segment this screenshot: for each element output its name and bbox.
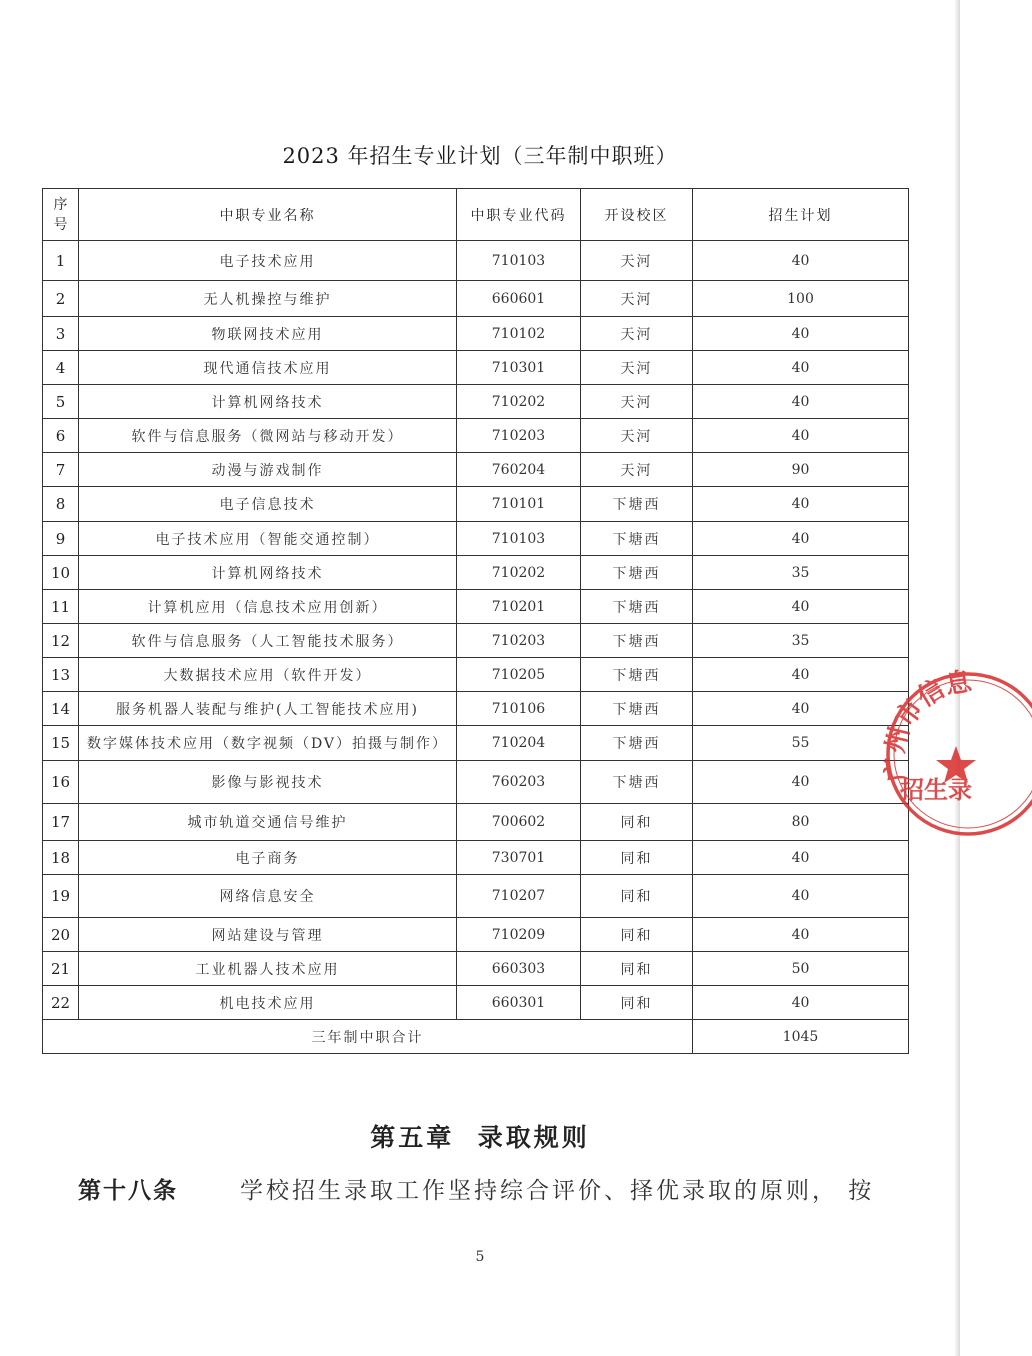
row-plan: 35	[693, 556, 909, 590]
row-campus: 同和	[581, 918, 693, 952]
row-campus: 天河	[581, 351, 693, 385]
row-seq: 17	[43, 804, 79, 841]
row-major-code: 760204	[457, 453, 581, 487]
stamp-text-top: 广州市信息	[879, 666, 974, 785]
page-number: 5	[475, 1249, 485, 1265]
row-major-name: 数字媒体技术应用（数字视频（DV）拍摄与制作）	[79, 726, 457, 761]
row-campus: 下塘西	[581, 726, 693, 761]
row-major-code: 710102	[457, 317, 581, 351]
row-major-name: 软件与信息服务（人工智能技术服务）	[79, 624, 457, 658]
header-plan: 招生计划	[693, 189, 909, 241]
table-row	[43, 918, 909, 952]
row-campus: 下塘西	[581, 556, 693, 590]
row-campus: 天河	[581, 281, 693, 317]
total-row	[43, 1020, 909, 1054]
row-major-name: 电子技术应用	[79, 241, 457, 281]
row-major-name: 机电技术应用	[79, 986, 457, 1020]
row-seq: 11	[43, 590, 79, 624]
row-plan: 40	[693, 385, 909, 419]
table-row	[43, 952, 909, 986]
row-major-name: 软件与信息服务（微网站与移动开发）	[79, 419, 457, 453]
header-major-code: 中职专业代码	[457, 189, 581, 241]
row-seq: 2	[43, 281, 79, 317]
row-major-code: 710204	[457, 726, 581, 761]
row-major-code: 710201	[457, 590, 581, 624]
row-campus: 下塘西	[581, 624, 693, 658]
row-major-code: 710207	[457, 875, 581, 918]
row-major-code: 710101	[457, 487, 581, 522]
table-row	[43, 453, 909, 487]
row-plan: 40	[693, 241, 909, 281]
row-campus: 下塘西	[581, 487, 693, 522]
row-campus: 同和	[581, 952, 693, 986]
row-seq: 3	[43, 317, 79, 351]
row-plan: 40	[693, 317, 909, 351]
table-row	[43, 590, 909, 624]
row-major-code: 710203	[457, 419, 581, 453]
article-text: 学校招生录取工作坚持综合评价、择优录取的原则， 按	[240, 1178, 875, 1204]
row-major-name: 无人机操控与维护	[79, 281, 457, 317]
row-plan: 40	[693, 918, 909, 952]
row-plan: 40	[693, 590, 909, 624]
row-plan: 100	[693, 281, 909, 317]
header-campus: 开设校区	[581, 189, 693, 241]
row-plan: 80	[693, 804, 909, 841]
row-plan: 90	[693, 453, 909, 487]
row-major-name: 大数据技术应用（软件开发）	[79, 658, 457, 692]
row-campus: 同和	[581, 875, 693, 918]
total-label: 三年制中职合计	[43, 1020, 693, 1054]
row-seq: 13	[43, 658, 79, 692]
table-row	[43, 419, 909, 453]
row-campus: 天河	[581, 419, 693, 453]
table-row	[43, 804, 909, 841]
row-plan: 40	[693, 658, 909, 692]
row-major-name: 现代通信技术应用	[79, 351, 457, 385]
row-major-code: 700602	[457, 804, 581, 841]
row-seq: 19	[43, 875, 79, 918]
row-seq: 15	[43, 726, 79, 761]
row-plan: 40	[693, 761, 909, 804]
table-row	[43, 351, 909, 385]
row-major-code: 710209	[457, 918, 581, 952]
total-value: 1045	[693, 1020, 909, 1054]
row-seq: 6	[43, 419, 79, 453]
table-row	[43, 658, 909, 692]
row-major-code: 710301	[457, 351, 581, 385]
row-seq: 14	[43, 692, 79, 726]
row-campus: 同和	[581, 804, 693, 841]
row-seq: 1	[43, 241, 79, 281]
row-plan: 35	[693, 624, 909, 658]
row-campus: 天河	[581, 241, 693, 281]
row-plan: 40	[693, 419, 909, 453]
row-campus: 同和	[581, 986, 693, 1020]
row-plan: 40	[693, 841, 909, 875]
row-major-name: 服务机器人装配与维护(人工智能技术应用)	[79, 692, 457, 726]
row-seq: 9	[43, 522, 79, 556]
row-major-name: 工业机器人技术应用	[79, 952, 457, 986]
row-campus: 下塘西	[581, 761, 693, 804]
row-major-name: 物联网技术应用	[79, 317, 457, 351]
table-row	[43, 841, 909, 875]
row-plan: 40	[693, 692, 909, 726]
row-campus: 下塘西	[581, 590, 693, 624]
row-major-code: 660301	[457, 986, 581, 1020]
table-row	[43, 761, 909, 804]
table-row	[43, 556, 909, 590]
row-major-code: 710202	[457, 385, 581, 419]
row-plan: 40	[693, 986, 909, 1020]
row-major-name: 电子商务	[79, 841, 457, 875]
table-body	[43, 241, 909, 1020]
row-major-code: 730701	[457, 841, 581, 875]
table-header-row	[43, 189, 909, 241]
row-campus: 下塘西	[581, 658, 693, 692]
table-row	[43, 487, 909, 522]
row-seq: 22	[43, 986, 79, 1020]
row-major-code: 710103	[457, 522, 581, 556]
row-major-name: 计算机网络技术	[79, 385, 457, 419]
row-major-name: 计算机应用（信息技术应用创新）	[79, 590, 457, 624]
row-plan: 40	[693, 522, 909, 556]
enrollment-plan-table	[42, 188, 909, 1054]
row-major-code: 710106	[457, 692, 581, 726]
table-row	[43, 726, 909, 761]
table-row	[43, 317, 909, 351]
table-row	[43, 875, 909, 918]
row-campus: 天河	[581, 317, 693, 351]
row-campus: 下塘西	[581, 522, 693, 556]
header-seq: 序 号	[43, 189, 79, 241]
table-row	[43, 522, 909, 556]
row-major-code: 760203	[457, 761, 581, 804]
row-seq: 16	[43, 761, 79, 804]
row-seq: 12	[43, 624, 79, 658]
row-major-name: 网站建设与管理	[79, 918, 457, 952]
chapter-heading: 第五章 录取规则	[370, 1123, 590, 1152]
row-seq: 4	[43, 351, 79, 385]
table-row	[43, 692, 909, 726]
table-row	[43, 624, 909, 658]
row-seq: 18	[43, 841, 79, 875]
row-seq: 7	[43, 453, 79, 487]
row-campus: 同和	[581, 841, 693, 875]
row-major-name: 电子技术应用（智能交通控制）	[79, 522, 457, 556]
row-major-name: 网络信息安全	[79, 875, 457, 918]
row-major-name: 电子信息技术	[79, 487, 457, 522]
row-plan: 40	[693, 351, 909, 385]
row-major-code: 710103	[457, 241, 581, 281]
row-major-name: 影像与影视技术	[79, 761, 457, 804]
row-campus: 天河	[581, 453, 693, 487]
document-title: 2023 年招生专业计划（三年制中职班）	[282, 144, 678, 168]
row-major-code: 710203	[457, 624, 581, 658]
stamp-text-bottom: 招生录	[900, 776, 972, 804]
row-major-code: 660601	[457, 281, 581, 317]
article-paragraph	[78, 1172, 878, 1205]
row-seq: 10	[43, 556, 79, 590]
row-major-code: 660303	[457, 952, 581, 986]
table-row	[43, 281, 909, 317]
row-plan: 50	[693, 952, 909, 986]
official-seal-stamp	[879, 666, 1032, 840]
row-seq: 8	[43, 487, 79, 522]
row-major-name: 城市轨道交通信号维护	[79, 804, 457, 841]
header-major-name: 中职专业名称	[79, 189, 457, 241]
table-row	[43, 986, 909, 1020]
table-row	[43, 241, 909, 281]
row-plan: 55	[693, 726, 909, 761]
table-row	[43, 385, 909, 419]
row-major-name: 计算机网络技术	[79, 556, 457, 590]
row-major-name: 动漫与游戏制作	[79, 453, 457, 487]
row-major-code: 710202	[457, 556, 581, 590]
row-seq: 5	[43, 385, 79, 419]
row-seq: 20	[43, 918, 79, 952]
row-plan: 40	[693, 487, 909, 522]
row-campus: 天河	[581, 385, 693, 419]
row-campus: 下塘西	[581, 692, 693, 726]
row-seq: 21	[43, 952, 79, 986]
row-plan: 40	[693, 875, 909, 918]
article-label: 第十八条	[78, 1178, 178, 1204]
row-major-code: 710205	[457, 658, 581, 692]
